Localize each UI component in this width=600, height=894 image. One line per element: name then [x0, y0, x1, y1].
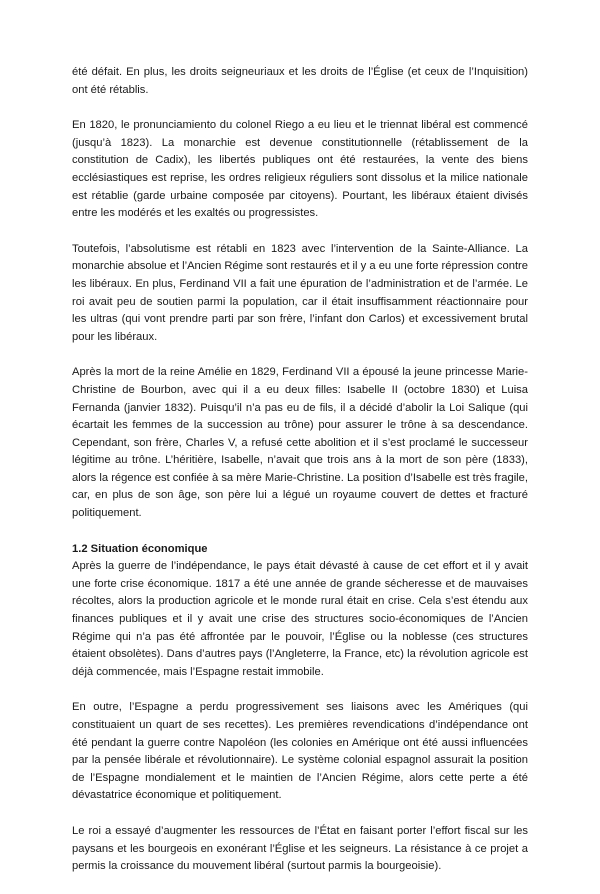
paragraph-economic-crisis: Après la guerre de l’indépendance, le pays était dévasté à cause de cet effort et il y avait une forte crise économique. 1817 a été une année de grande sécheresse et de mauvaises récoltes, alors la production agricole et le monde rural était en crise. Cela s’est étendu aux finances publiques et il y avait une crise des structures socio-économiques de l’Ancien Régime qui n’a pas été affrontée par le pouvoir, l’Église ou la noblesse (ces structures étaient obsolètes). Dans d’autres pays (l’Angleterre, la France, etc) la révolution agricole est déjà commencée, mais l’Espagne restait immobile.: [72, 560, 528, 678]
paragraph-succession: Après la mort de la reine Amélie en 1829, Ferdinand VII a épousé la jeune princesse Marie-Christine de Bourbon, avec qui il a eu deux filles: Isabelle II (octobre 1830) et Luisa Fernanda (janvier 1832). Puisqu’il n’a pas eu de fils, il a décidé d’abolir la Loi Salique (qui écartait les femmes de la succession au trône) pour assurer le trône à sa descendance. Cependant, son frère, Charles V, a refusé cette abolition et il s’est proclamé le successeur légitime au trône. L’héritière, Isabelle, n’avait que trois ans à la mort de son père (1833), alors la régence est confiée à sa mère Marie-Christine. La position d’Isabelle est très fragile, car, en plus de son âge, son père lui a légué un royaume couvert de dettes et fracturé politiquement.: [72, 366, 528, 520]
paragraph-fiscal: Le roi a essayé d’augmenter les ressources de l’État en faisant porter l’effort fiscal sur les paysans et les bourgeois en exonérant l’Église et les seigneurs. La résistance à ce projet a permis la croissance du mouvement libéral (surtout parmis la bourgeoisie).: [72, 824, 528, 873]
spacer: [72, 523, 528, 541]
section-heading: 1.2 Situation économique: [72, 542, 208, 555]
paragraph-restoration: été défait. En plus, les droits seigneuriaux et les droits de l’Église (et ceux de l’Inquisition) ont été rétablis.: [72, 66, 528, 96]
paragraph-americas: En outre, l’Espagne a perdu progressivement ses liaisons avec les Amériques (qui constituaient un quart de ses recettes). Les premières revendications d’indépendance ont été pendant la guerre contre Napoléon (les colonies en Amérique ont été aussi influencées par la pensée libérale et révolutionnaire). Le système colonial espagnol assurait la position de l’Espagne mondialement et le maintien de l’Ancien Régime, alors cette perte a été dévastatrice économique et politiquement.: [72, 701, 528, 802]
document-page: [72, 64, 528, 894]
paragraph-liberal-triennium: En 1820, le pronunciamiento du colonel Riego a eu lieu et le triennat libéral est commencé (jusqu’à 1823). La monarchie est devenue constitutionnelle (rétablissement de la constitution de Cadix), les libertés publiques ont été restaurées, la vente des biens ecclésiastiques est reprise, les ordres religieux réguliers sont dissolus et la milice nationale est rétablie (garde urbaine composée par citoyens). Pourtant, les libéraux étaient divisés entre les modérés et les exaltés ou progressistes.: [72, 119, 528, 220]
paragraph-absolutism-restored: Toutefois, l’absolutisme est rétabli en 1823 avec l’intervention de la Sainte-Alliance. La monarchie absolue et l’Ancien Régime sont restaurés et il y a eu une forte répression contre les libéraux. En plus, Ferdinand VII a fait une épuration de l’administration et de l’armée. Le roi avait peu de soutien parmi la population, car il était insuffisamment réactionnaire pour les ultras (qui vont prendre parti par son frère, l’infant don Carlos) et excessivement brutal pour les libéraux.: [72, 242, 528, 343]
